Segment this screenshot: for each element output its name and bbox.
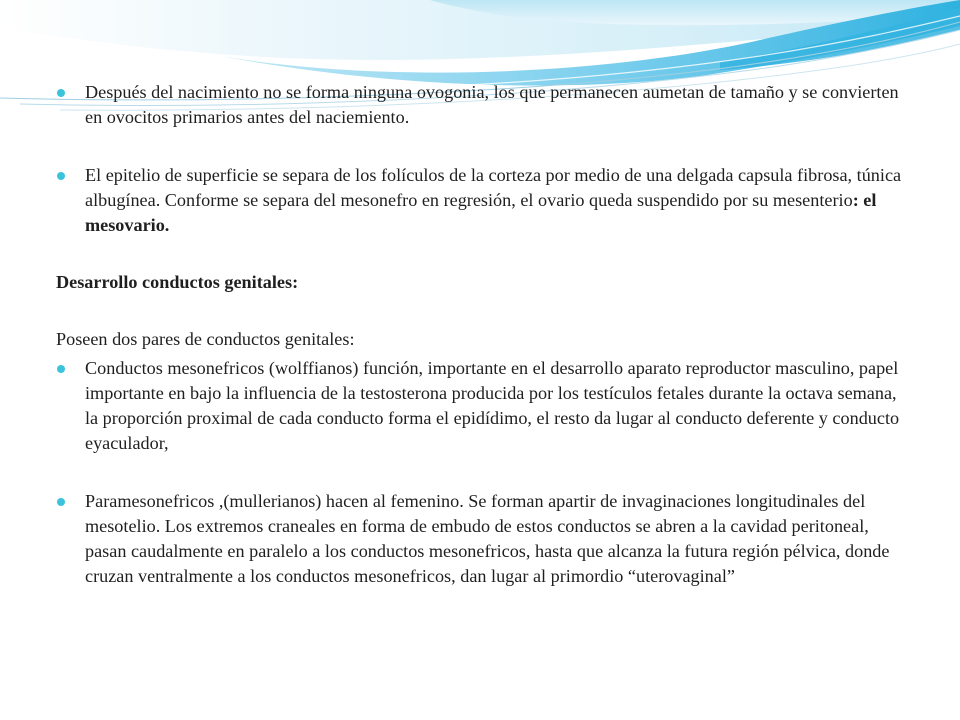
section-heading-text: Desarrollo conductos genitales: xyxy=(56,272,299,292)
bullet-postnatal-ovogonia: Después del nacimiento no se forma ninguna ovogonia, los que permanecen aumetan de tamaño y se convierten en ovocitos primarios antes del naciemiento. xyxy=(56,80,906,130)
intro-paragraph: Poseen dos pares de conductos genitales: xyxy=(56,329,355,349)
bullet-surface-epithelium xyxy=(56,163,906,238)
bullet-surface-epithelium-text: El epitelio de superficie se separa de los folículos de la corteza por medio de una delgada capsula fibrosa, túnica albugínea. Conforme se separa del mesonefro en regresión, el ovario queda suspendido por su mesenterio xyxy=(85,165,902,210)
bullet-mesonephric-ducts: Conductos mesonefricos (wolffianos) función, importante en el desarrollo aparato reproductor masculino, papel importante en bajo la influencia de la testosterona producida por los testículos fetales durante la octava semana, la proporción proximal de cada conducto forma el epidídimo, el resto da lugar al conducto deferente y conducto eyaculador, xyxy=(56,356,906,456)
section-heading xyxy=(56,270,906,295)
mesovario-term: : el mesovario. xyxy=(85,190,877,235)
slide-content xyxy=(56,80,906,589)
bullet-paramesonephric-ducts: Paramesonefricos ,(mullerianos) hacen al femenino. Se forman apartir de invaginaciones longitudinales del mesotelio. Los extremos craneales en forma de embudo de estos conductos se abren a la cavidad peritoneal, pasan caudalmente en paralelo a los conductos mesonefricos, hasta que alcanza la futura región pélvica, donde cruzan ventralmente a los conductos mesonefricos, dan lugar al primordio “uterovaginal” xyxy=(56,489,906,589)
